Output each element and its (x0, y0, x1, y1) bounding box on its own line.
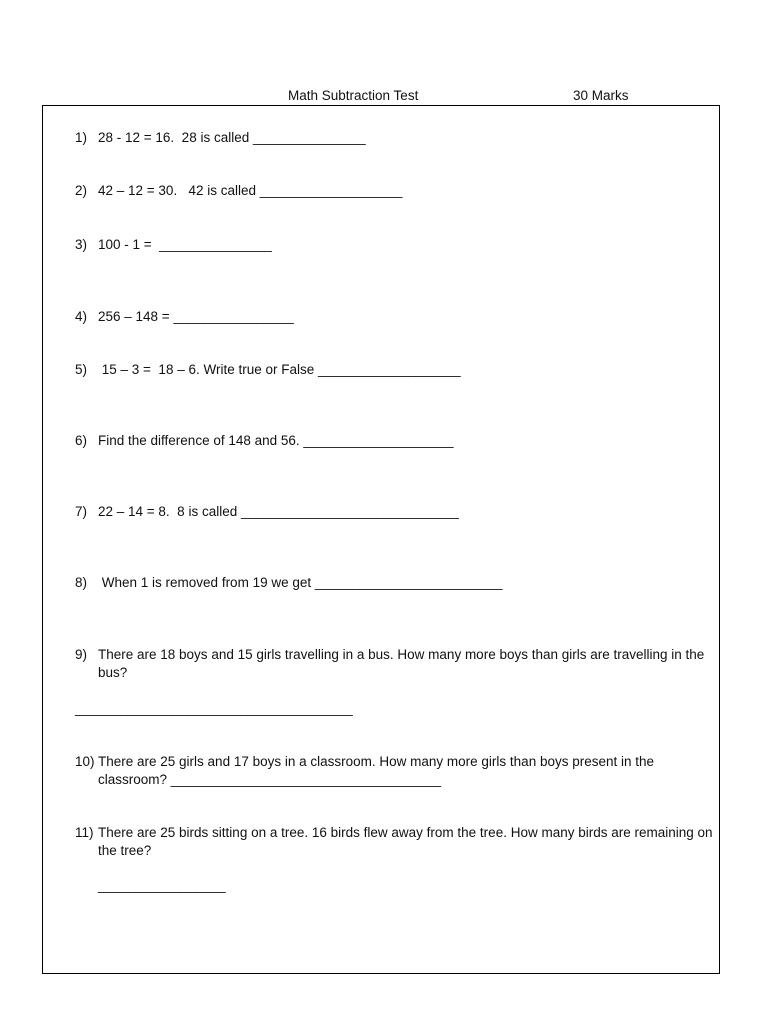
question-4 (75, 308, 715, 326)
question-3 (75, 236, 715, 254)
question-8 (75, 574, 715, 592)
question-number: 11) (75, 825, 94, 840)
question-number: 2) (75, 183, 88, 198)
question-number: 1) (75, 130, 88, 145)
question-number: 6) (75, 433, 88, 448)
question-number: 4) (75, 309, 88, 324)
question-text: 28 - 12 = 16. 28 is called _______________ (98, 130, 366, 145)
question-5 (75, 361, 715, 379)
question-9 (75, 646, 715, 682)
question-number: 8) (75, 575, 88, 590)
question-number: 10) (75, 754, 95, 769)
question-number: 3) (75, 237, 88, 252)
question-number: 9) (75, 647, 88, 662)
page-title: Math Subtraction Test (288, 88, 419, 103)
answer-line: _________________ (98, 878, 226, 893)
question-text: 256 – 148 = ________________ (98, 309, 294, 324)
question-text: 15 – 3 = 18 – 6. Write true or False ___________________ (98, 362, 461, 377)
question-7 (75, 503, 715, 521)
question-number: 7) (75, 504, 88, 519)
question-text: 22 – 14 = 8. 8 is called _____________________________ (98, 504, 459, 519)
question-text: 42 – 12 = 30. 42 is called ___________________ (98, 183, 403, 198)
test-header (0, 88, 768, 106)
answer-line: _____________________________________ (75, 701, 353, 716)
question-text: There are 18 boys and 15 girls travelling in a bus. How many more boys than girls are travelling in the bus? (98, 647, 709, 680)
question-number: 5) (75, 362, 88, 377)
question-text: 100 - 1 = _______________ (98, 237, 272, 252)
question-2 (75, 182, 715, 200)
question-text: Find the difference of 148 and 56. ____________________ (98, 433, 454, 448)
question-text: There are 25 birds sitting on a tree. 16 birds flew away from the tree. How many birds are remaining on the tree? (98, 825, 717, 858)
question-1 (75, 129, 715, 147)
question-10 (75, 753, 715, 789)
question-11 (75, 824, 715, 860)
total-marks: 30 Marks (573, 88, 629, 103)
question-text: There are 25 girls and 17 boys in a classroom. How many more girls than boys present in the classroom? ____________________________________ (98, 754, 658, 787)
question-6 (75, 432, 715, 450)
question-text: When 1 is removed from 19 we get _________________________ (98, 575, 503, 590)
